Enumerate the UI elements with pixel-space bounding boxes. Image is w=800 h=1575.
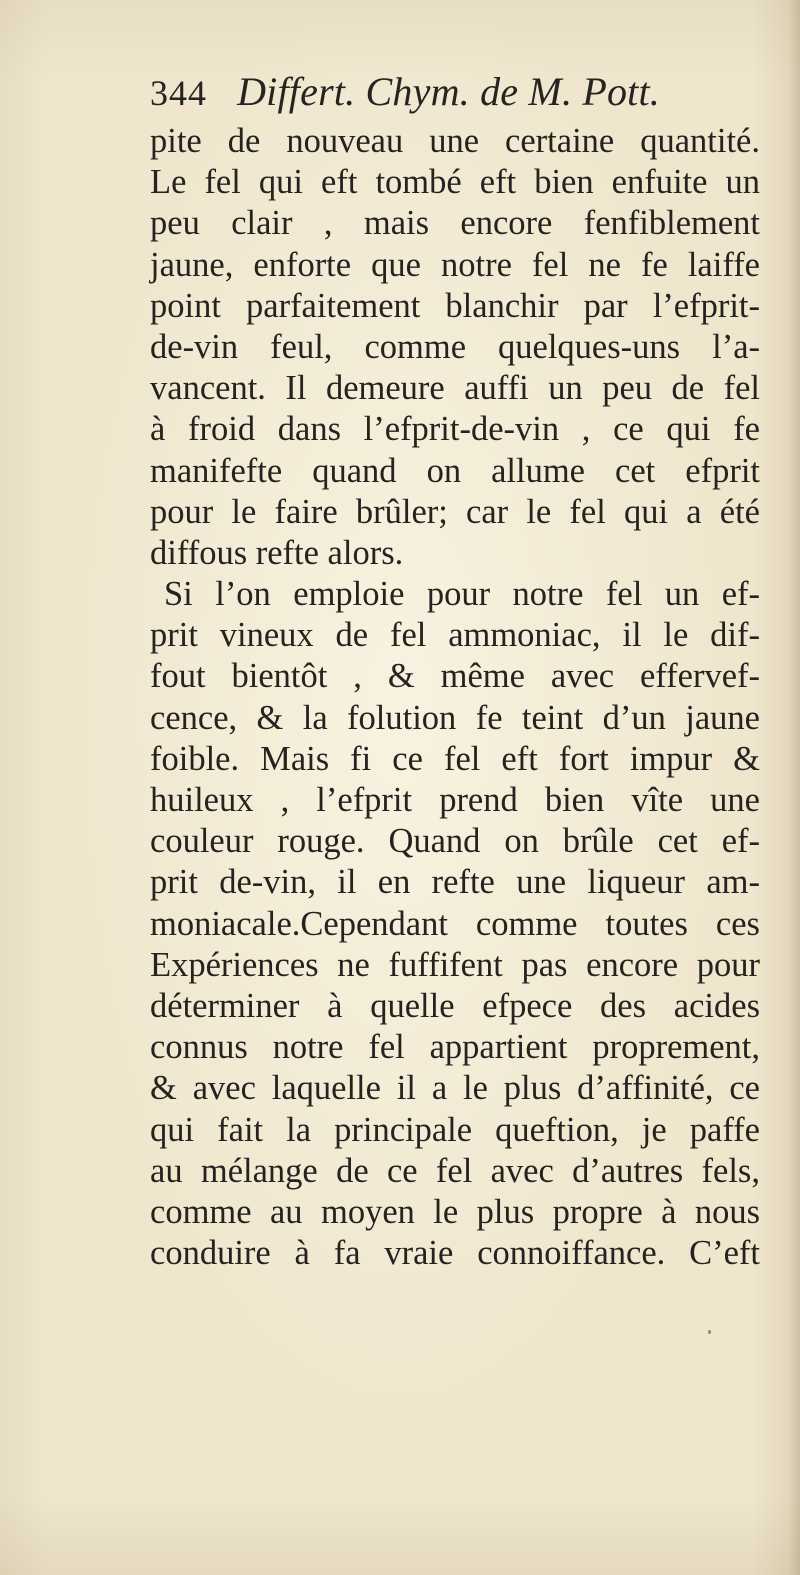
page-edge-shadow — [788, 0, 800, 1575]
text-line: prit de-vin, il en refte une liqueur am- — [150, 863, 760, 902]
text-line: pour le faire brûler; car le fel qui a été — [150, 492, 760, 531]
text-line: déterminer à quelle efpece des acides — [150, 986, 760, 1025]
text-line: cence, & la folution fe teint d’un jaune — [150, 698, 760, 737]
text-line: au mélange de ce fel avec d’autres fels, — [150, 1151, 760, 1190]
text-line: qui fait la principale queftion, je paffe — [150, 1110, 760, 1149]
text-line: à froid dans l’efprit-de-vin , ce qui fe — [150, 410, 760, 449]
text-line: moniacale.Cependant comme toutes ces — [150, 904, 760, 943]
text-line: couleur rouge. Quand on brûle cet ef- — [150, 822, 760, 861]
text-line: diffous refte alors. — [150, 533, 404, 572]
text-line: fout bientôt , & même avec effervef- — [150, 657, 760, 696]
paper-speck — [708, 1330, 711, 1334]
page-number: 344 — [150, 73, 207, 113]
text-line: foible. Mais fi ce fel eft fort impur & — [150, 739, 760, 778]
text-line: pite de nouveau une certaine quantité. — [150, 122, 760, 160]
text-line: manifefte quand on allume cet efprit — [150, 451, 760, 490]
text-line: Le fel qui eft tombé eft bien enfuite un — [150, 163, 760, 202]
text-line: comme au moyen le plus propre à nous — [150, 1192, 760, 1231]
text-line: huileux , l’efprit prend bien vîte une — [150, 781, 760, 819]
running-head-title: Differt. Chym. de M. Pott. — [237, 69, 661, 114]
text-line: prit vineux de fel ammoniac, il le dif- — [150, 616, 760, 655]
text-line: Expériences ne fuffifent pas encore pour — [150, 945, 760, 984]
text-line: jaune, enforte que notre fel ne fe laiffe — [150, 245, 760, 284]
text-line: de-vin feul, comme quelques-uns l’a- — [150, 327, 760, 366]
paragraph-first-line: Si l’on emploie pour notre fel un ef- — [164, 575, 760, 614]
text-line: conduire à fa vraie connoiffance. C’eft — [150, 1234, 760, 1273]
text-line: point parfaitement blanchir par l’efprit- — [150, 286, 760, 325]
text-line: peu clair , mais encore fenfiblement — [150, 204, 760, 243]
running-head — [150, 68, 660, 116]
body-text — [150, 121, 760, 1274]
text-line: & avec laquelle il a le plus d’affinité, ce — [150, 1069, 760, 1108]
text-line: connus notre fel appartient proprement, — [150, 1028, 760, 1067]
text-line: vancent. Il demeure auffi un peu de fel — [150, 369, 760, 408]
